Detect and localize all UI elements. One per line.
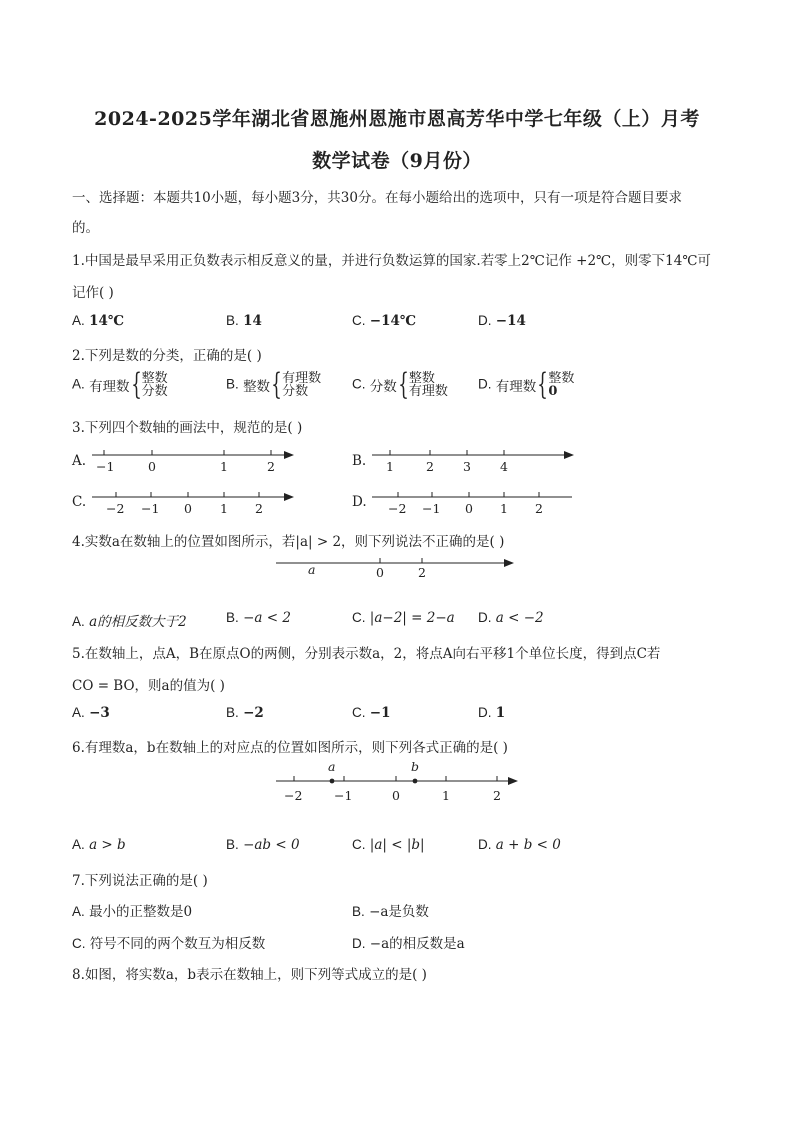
- q3-option-d-letter: D.: [352, 494, 367, 510]
- q4-option-b: [226, 610, 291, 626]
- q2-option-b-head: 整数: [243, 379, 271, 395]
- q3-a-tick-label: −1: [96, 459, 115, 474]
- q3-d-tick-label: −1: [422, 501, 441, 516]
- section-instructions-line2: 的。: [72, 220, 99, 236]
- q6-option-b-text: −ab < 0: [243, 837, 300, 853]
- option-letter: D.: [478, 313, 492, 328]
- q3-c-tick-label: 0: [184, 501, 192, 516]
- q2-option-c-head: 分数: [369, 379, 397, 395]
- q6-option-a: [72, 837, 126, 853]
- q4-stem: 4.实数a在数轴上的位置如图所示，若|a| > 2，则下列说法不正确的是( ): [72, 534, 505, 550]
- option-letter: D.: [478, 610, 492, 625]
- option-letter: B.: [226, 313, 239, 328]
- q5-stem-line2: CO = BO，则a的值为( ): [72, 678, 225, 694]
- q4-option-a-text: a的相反数大于2: [89, 614, 187, 630]
- q3-axis-b: [368, 446, 588, 478]
- q3-option-b-letter: B.: [352, 453, 367, 469]
- q2-option-d: D. 有理数 { 整数 0: [478, 367, 575, 402]
- q2-option-b-top: 有理数: [282, 371, 322, 386]
- option-letter: A.: [72, 705, 85, 720]
- q6-option-b: [226, 837, 300, 853]
- q6-option-c-text: |a| < |b|: [369, 837, 425, 853]
- option-letter: A.: [72, 837, 85, 852]
- q3-axis-c: [88, 488, 308, 520]
- q5-option-d-text: 1: [495, 705, 506, 721]
- option-letter: B.: [226, 610, 239, 625]
- q6-stem: 6.有理数a，b在数轴上的对应点的位置如图所示，则下列各式正确的是( ): [72, 740, 508, 756]
- q3-stem: 3.下列四个数轴的画法中，规范的是( ): [72, 420, 303, 436]
- option-letter: C.: [352, 705, 366, 720]
- exam-title-line2: 数学试卷（9月份）: [312, 150, 482, 172]
- q3-option-a-letter: A.: [72, 453, 87, 469]
- option-letter: C.: [352, 376, 366, 392]
- q7-option-d: [352, 932, 465, 952]
- q3-d-tick-label: 0: [465, 501, 473, 516]
- option-letter: A.: [72, 614, 85, 629]
- q3-c-tick-label: 2: [255, 501, 263, 516]
- option-letter: C.: [352, 837, 366, 852]
- q8-stem: 8.如图，将实数a，b表示在数轴上，则下列等式成立的是( ): [72, 967, 427, 983]
- q5-option-d: [478, 705, 505, 721]
- q5-option-b-text: −2: [243, 705, 264, 721]
- q5-option-c-text: −1: [369, 705, 391, 721]
- q5-option-a-text: −3: [89, 705, 110, 721]
- q6-option-d-text: a + b < 0: [495, 837, 561, 853]
- q2-option-d-top: 整数: [548, 371, 575, 386]
- q7-option-d-text: −a的相反数是a: [369, 936, 465, 952]
- q1-option-c: [352, 313, 416, 329]
- q6-tick-label: 0: [392, 788, 400, 803]
- q3-c-tick-label: −2: [106, 501, 125, 516]
- q6-tick-label: −2: [284, 788, 303, 803]
- q1-option-d: [478, 313, 526, 329]
- option-letter: B.: [226, 837, 239, 852]
- q2-option-a-top: 整数: [141, 371, 168, 386]
- q4-option-c-text: |a−2| = 2−a: [369, 610, 455, 626]
- q3-d-tick-label: 1: [500, 501, 508, 516]
- q1-option-c-text: −14℃: [369, 313, 417, 329]
- q1-stem-line1: 1.中国是最早采用正负数表示相反意义的量，并进行负数运算的国家.若零上2℃记作 +2℃，则零下14℃可: [72, 253, 711, 269]
- q7-stem: 7.下列说法正确的是( ): [72, 873, 208, 889]
- q3-b-tick-label: 1: [386, 459, 394, 474]
- q4-option-a: [72, 610, 187, 630]
- q2-option-a-bottom: 分数: [141, 384, 168, 399]
- q1-option-a-text: 14℃: [89, 313, 125, 329]
- option-letter: B.: [226, 705, 239, 720]
- q6-option-d: [478, 837, 561, 853]
- q6-point-a-label: a: [328, 759, 336, 774]
- q6-option-c: [352, 837, 425, 853]
- option-letter: C.: [352, 610, 366, 625]
- q2-option-b-bottom: 分数: [282, 384, 309, 399]
- q5-option-b: [226, 705, 264, 721]
- q4-number-line: [272, 554, 522, 580]
- section-instructions-line1: 一、选择题：本题共10小题，每小题3分，共30分。在每小题给出的选项中，只有一项是符合题目要求: [72, 190, 682, 206]
- option-letter: C.: [352, 313, 366, 328]
- q4-tick-label: 2: [418, 565, 426, 580]
- q3-c-tick-label: −1: [141, 501, 160, 516]
- q2-option-d-bottom: 0: [548, 384, 558, 399]
- q2-option-c: C. 分数 { 整数 有理数: [352, 367, 448, 402]
- q6-option-a-text: a > b: [89, 837, 126, 853]
- q2-option-a: A. 有理数 { 整数 分数: [72, 367, 168, 402]
- q3-b-tick-label: 2: [426, 459, 434, 474]
- option-letter: D.: [352, 936, 366, 951]
- q7-option-c-text: 符号不同的两个数互为相反数: [89, 936, 266, 952]
- q7-option-b-text: −a是负数: [369, 904, 429, 920]
- q3-c-tick-label: 1: [220, 501, 228, 516]
- option-letter: C.: [72, 936, 86, 951]
- q3-a-tick-label: 1: [220, 459, 228, 474]
- exam-title-line1: 2024-2025学年湖北省恩施州恩施市恩高芳华中学七年级（上）月考: [94, 108, 700, 130]
- option-letter: B.: [352, 904, 365, 919]
- q5-option-a: [72, 705, 110, 721]
- option-letter: A.: [72, 904, 85, 919]
- q7-option-a-text: 最小的正整数是0: [89, 904, 193, 920]
- q4-point-a-label: a: [308, 562, 316, 577]
- q3-option-c-letter: C.: [72, 494, 87, 510]
- q4-tick-label: 0: [376, 565, 384, 580]
- q2-option-a-head: 有理数: [89, 379, 130, 395]
- q3-a-tick-label: 2: [267, 459, 275, 474]
- q4-option-b-text: −a < 2: [243, 610, 291, 626]
- q4-option-d-text: a < −2: [495, 610, 544, 626]
- q1-stem-line2: 记作( ): [72, 285, 114, 301]
- q2-stem: 2.下列是数的分类，正确的是( ): [72, 348, 262, 364]
- q5-stem-line1: 5.在数轴上，点A，B在原点O的两侧，分别表示数a，2，将点A向右平移1个单位长度，得到点C若: [72, 646, 661, 662]
- q2-option-c-bottom: 有理数: [408, 384, 448, 399]
- q7-option-b: [352, 900, 429, 920]
- q6-tick-label: 2: [493, 788, 501, 803]
- q3-b-tick-label: 4: [500, 459, 508, 474]
- q3-b-tick-label: 3: [463, 459, 471, 474]
- q2-option-d-head: 有理数: [495, 379, 537, 395]
- q2-option-c-top: 整数: [408, 371, 435, 386]
- q7-option-c: [72, 932, 265, 952]
- q2-option-b: B. 整数 { 有理数 分数: [226, 367, 322, 402]
- q1-option-b: [226, 313, 262, 329]
- q6-number-line: [272, 758, 526, 806]
- q3-axis-d: [368, 488, 588, 520]
- option-letter: D.: [478, 376, 492, 392]
- option-letter: A.: [72, 313, 85, 328]
- q4-option-c: [352, 610, 455, 626]
- q1-option-b-text: 14: [243, 313, 262, 329]
- q5-option-c: [352, 705, 391, 721]
- q6-tick-label: −1: [334, 788, 353, 803]
- option-letter: D.: [478, 837, 492, 852]
- q1-option-a: [72, 313, 124, 329]
- option-letter: A.: [72, 376, 85, 392]
- option-letter: B.: [226, 376, 239, 392]
- q3-a-tick-label: 0: [148, 459, 156, 474]
- q3-d-tick-label: −2: [388, 501, 407, 516]
- q6-tick-label: 1: [442, 788, 450, 803]
- q1-option-d-text: −14: [495, 313, 526, 329]
- q3-axis-a: [88, 446, 308, 478]
- q3-d-tick-label: 2: [535, 501, 543, 516]
- option-letter: D.: [478, 705, 492, 720]
- q4-option-d: [478, 610, 544, 626]
- q6-point-b-label: b: [411, 759, 420, 774]
- q7-option-a: [72, 900, 192, 920]
